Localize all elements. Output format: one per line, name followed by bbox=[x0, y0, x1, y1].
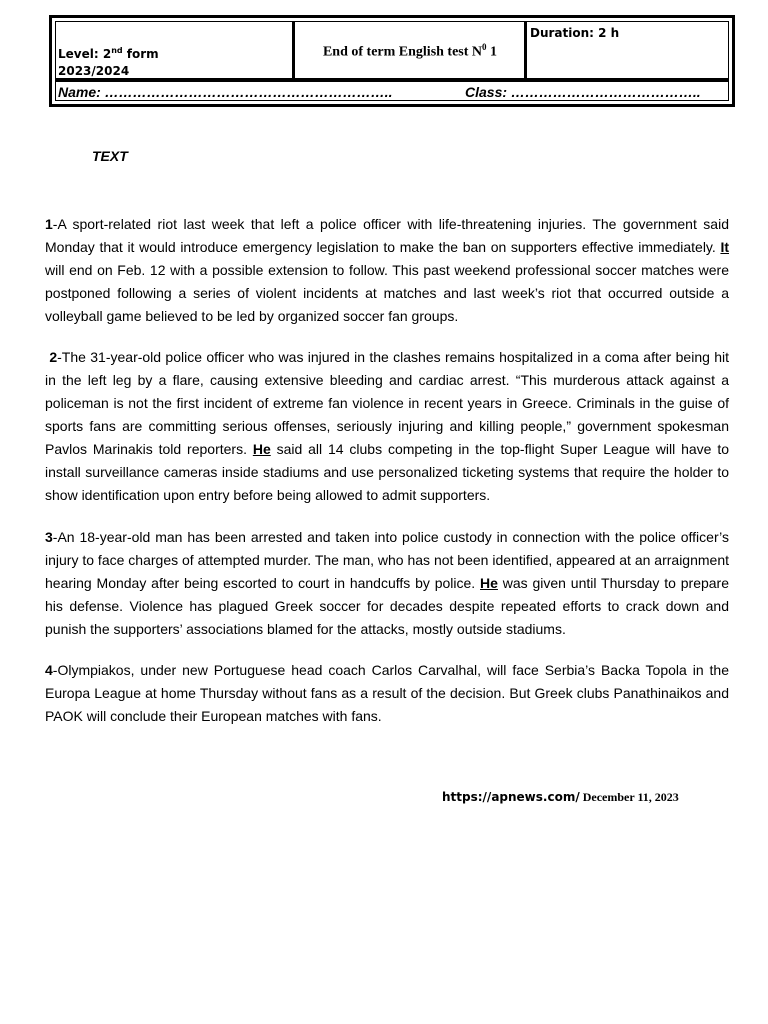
level-info bbox=[58, 42, 159, 80]
source-url: https://apnews.com/ bbox=[442, 790, 580, 804]
test-title-sup: 0 bbox=[482, 42, 487, 52]
paragraph-number: 2 bbox=[49, 349, 58, 365]
name-field: Name: …………………………………………………….. bbox=[58, 84, 393, 100]
paragraph-1 bbox=[45, 213, 729, 328]
paragraph-2 bbox=[45, 346, 729, 507]
duration: Duration: 2 h bbox=[530, 26, 620, 40]
duration-cell bbox=[528, 22, 728, 78]
text-heading: TEXT bbox=[92, 148, 128, 164]
level-suffix: form bbox=[122, 47, 159, 61]
reference-word: He bbox=[480, 575, 498, 591]
test-title bbox=[296, 42, 524, 61]
paragraph-text: was given until Thursday to prepare his defense. Violence has plagued Greek soccer for decades despite repeated efforts to crack down and punish the supporters’ associations blamed for the attacks, mostly outside stadiums. bbox=[45, 575, 730, 637]
test-title-suffix: 1 bbox=[486, 44, 498, 60]
level-sup: nd bbox=[111, 46, 123, 55]
reference-word: He bbox=[252, 441, 271, 457]
header-divider bbox=[292, 22, 295, 78]
source-citation bbox=[442, 788, 679, 806]
paragraph-4 bbox=[45, 659, 729, 728]
exam-header-inner bbox=[55, 21, 729, 101]
paragraph-text: will end on Feb. 12 with a possible extension to follow. This past weekend professional soccer matches were postponed following a series of violent incidents at matches and last week’s riot that occurred outside a volleyball game believed to be led by organized soccer fan groups. bbox=[45, 262, 729, 324]
paragraph-number: 1 bbox=[45, 216, 53, 232]
paragraph-text: -An 18-year-old man has been arrested and taken into police custody in connection with the police officer’s injury to face charges of attempted murder. The man, who has not been identified, appeared at an arraignment hearing Monday after being escorted to court in handcuffs by police. bbox=[45, 529, 729, 591]
source-date: December 11, 2023 bbox=[579, 790, 679, 804]
paragraph-text: -Olympiakos, under new Portuguese head coach Carlos Carvalhal, will face Serbia’s Backa Topola in the Europa League at home Thursday without fans as a result of the decision. But Greek clubs Panathinaikos and PAOK will conclude their European matches with fans. bbox=[45, 662, 729, 724]
school-year: 2023/2024 bbox=[58, 64, 130, 78]
paragraph-text: -A sport-related riot last week that left a police officer with life-threatening injuries. The government said Monday that it would introduce emergency legislation to make the ban on supporters effective immediately. bbox=[45, 216, 729, 255]
paragraph-text: said all 14 clubs competing in the top-flight Super League will have to install surveillance cameras inside stadiums and use personalized ticketing systems that require the holder to show identification upon entry before being allowed to admit supporters. bbox=[45, 441, 729, 503]
paragraph-3 bbox=[45, 526, 729, 641]
level-cell bbox=[56, 22, 292, 78]
header-bottom-row bbox=[56, 82, 728, 104]
header-divider bbox=[524, 22, 527, 78]
paragraph-number: 4 bbox=[45, 662, 53, 678]
reference-word: It bbox=[720, 239, 729, 255]
test-title-text: End of term English test N bbox=[322, 44, 483, 60]
title-cell bbox=[296, 22, 524, 78]
header-top-row bbox=[56, 22, 728, 78]
level-label: Level: 2 bbox=[58, 47, 112, 61]
paragraph-text: -The 31-year-old police officer who was injured in the clashes remains hospitalized in a coma after being hit in the left leg by a flare, causing extensive bleeding and cardiac arrest. “This murderous attack against a policeman is not the first incident of extreme fan violence in recent years in Greece. Criminals in the guise of sports fans are committing serious offenses, seriously injuring and killing people,” government spokesman Pavlos Marinakis told reporters. bbox=[45, 349, 730, 457]
exam-header bbox=[49, 15, 735, 107]
class-field: Class: ………………………………….. bbox=[465, 84, 701, 100]
paragraph-number: 3 bbox=[45, 529, 53, 545]
